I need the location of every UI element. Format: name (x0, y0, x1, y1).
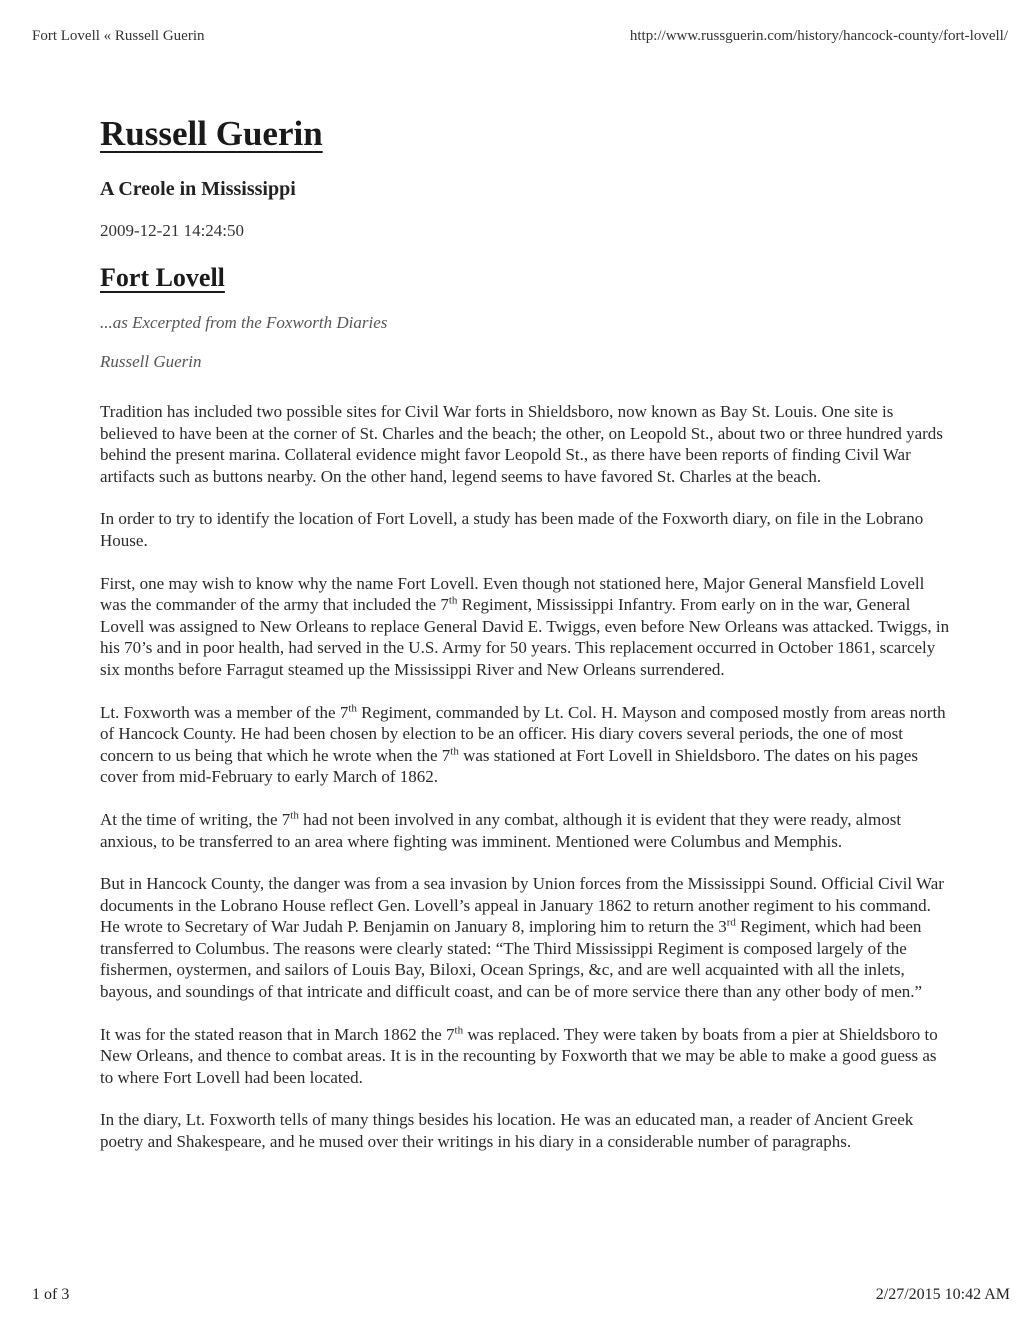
paragraph-text: In order to try to identify the location of Fort Lovell, a study has been made of the Foxworth diary, on file in the Lobrano House. (100, 509, 924, 550)
post-body (100, 401, 950, 1153)
site-tagline: A Creole in Mississippi (100, 178, 296, 200)
paragraph-text: It was for the stated reason that in March 1862 the 7 (100, 1024, 455, 1044)
ordinal-suffix: th (290, 809, 299, 822)
paragraph-text: At the time of writing, the 7 (100, 809, 291, 829)
post-title-link[interactable]: Fort Lovell (100, 263, 225, 292)
print-header (32, 28, 1008, 48)
ordinal-suffix: th (454, 1024, 464, 1036)
body-paragraph (100, 1109, 950, 1152)
page-count: 1 of 3 (32, 1286, 70, 1303)
body-paragraph (100, 573, 950, 681)
paragraph-text: But in Hancock County, the danger was from a sea invasion by Union forces from the Mississippi Sound. Official Civil War documents in the Lobrano House reflect Gen. Lovell’s appeal in January 1862 to return another regiment to his command. He wrote to Secretary of War Judah P. Benjamin on January 8, imploring him to return the 3 (100, 874, 944, 937)
print-footer (32, 1282, 1010, 1304)
paragraph-text: Regiment, which had been transferred to Columbus. The reasons were clearly stated: “The Third Mississippi Regiment is composed largely of the fishermen, oystermen, and sailors of Louis Bay, Biloxi, Ocean Springs, &c, and are well acquainted with all the inlets, bayous, and soundings of that intricate and difficult coast, and can be of more service there than any other body of men.” (100, 917, 923, 1002)
body-paragraph (100, 809, 950, 852)
body-paragraph (100, 508, 950, 551)
body-paragraph (100, 702, 950, 788)
print-url: http://www.russguerin.com/history/hancock-county/fort-lovell/ (629, 28, 1008, 44)
paragraph-text: Tradition has included two possible sites for Civil War forts in Shieldsboro, now known as Bay St. Louis. One site is believed to have been at the corner of St. Charles and the beach; the other, on Leopold St., about two or three hundred yards behind the present marina. Collateral evidence might favor Leopold St., as there have been reports of finding Civil War artifacts such as buttons nearby. On the other hand, legend seems to have favored St. Charles at the beach. (100, 402, 943, 486)
print-page-title: Fort Lovell « Russell Guerin (32, 28, 205, 44)
paragraph-text: was stationed at Fort Lovell in Shieldsboro. The dates on his pages cover from mid-February to early March of 1862. (100, 745, 918, 787)
post-author: Russell Guerin (100, 352, 202, 371)
post-subtitle: ...as Excerpted from the Foxworth Diaries (100, 313, 388, 332)
print-timestamp: 2/27/2015 10:42 AM (875, 1286, 1010, 1303)
paragraph-text: had not been involved in any combat, although it is evident that they were ready, almost anxious, to be transferred to an area where fighting was imminent. Mentioned were Columbus and Memphis. (100, 809, 902, 851)
paragraph-text: Lt. Foxworth was a member of the 7 (100, 702, 349, 722)
page-content (100, 112, 950, 1174)
paragraph-text: First, one may wish to know why the name Fort Lovell. Even though not stationed here, Major General Mansfield Lovell was the commander of the army that included the 7 (100, 573, 925, 615)
body-paragraph (100, 401, 950, 487)
body-paragraph (100, 1024, 950, 1089)
site-title-link[interactable]: Russell Guerin (100, 114, 323, 153)
paragraph-text: was replaced. They were taken by boats from a pier at Shieldsboro to New Orleans, and thence to combat areas. It is in the recounting by Foxworth that we may be able to make a good guess as to where Fort Lovell had been located. (100, 1024, 938, 1087)
paragraph-text: Regiment, commanded by Lt. Col. H. Mayson and composed mostly from areas north of Hancock County. He had been chosen by election to be an officer. His diary covers several periods, the one of most concern to us being that which he wrote when the 7 (100, 702, 946, 765)
ordinal-suffix: th (348, 701, 357, 714)
ordinal-suffix: rd (726, 916, 736, 929)
ordinal-suffix: th (448, 594, 458, 607)
paragraph-text: Regiment, Mississippi Infantry. From early on in the war, General Lovell was assigned to New Orleans to replace General David E. Twiggs, even before New Orleans was attacked. Twiggs, in his 70’s and in poor health, had served in the U.S. Army for 50 years. This replacement occurred in October 1861, scarcely six months before Farragut steamed up the Mississippi River and New Orleans surrendered. (100, 595, 950, 679)
post-date: 2009-12-21 14:24:50 (100, 221, 245, 240)
paragraph-text: In the diary, Lt. Foxworth tells of many things besides his location. He was an educated man, a reader of Ancient Greek poetry and Shakespeare, and he mused over their writings in his diary in a considerable number of paragraphs. (100, 1110, 914, 1152)
body-paragraph (100, 873, 950, 1003)
ordinal-suffix: th (450, 745, 459, 758)
